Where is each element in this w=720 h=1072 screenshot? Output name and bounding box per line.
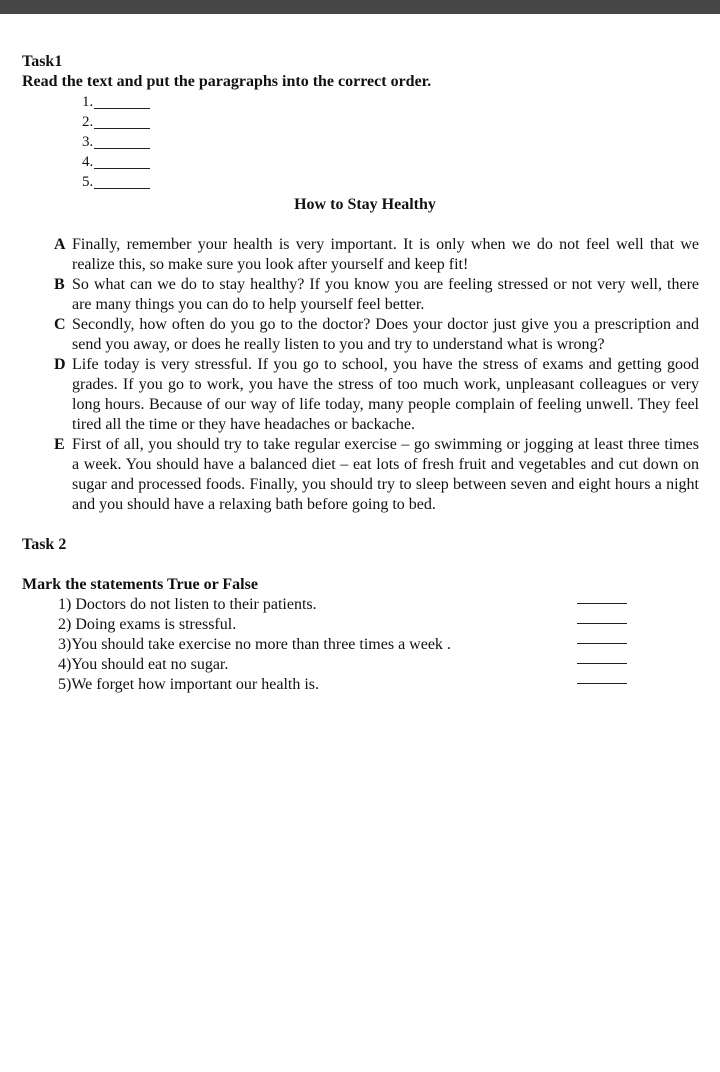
worksheet [22, 52, 702, 695]
answer-blank[interactable] [94, 114, 150, 129]
answer-line-1 [82, 92, 202, 112]
answer-number: 3. [82, 134, 94, 150]
task2-instruction: Mark the statements True or False [22, 576, 258, 593]
paragraph-text: Life today is very stressful. If you go to school, you have the stress of exams and getting good grades. If you go to work, you have the stress of too much work, unpleasant colleagues or very long hours. Because of our way of life today, many people complain of feeling unwell. They feel tired all the time or they have headaches or backache. [72, 356, 699, 433]
true-false-blank[interactable] [577, 643, 627, 644]
task2-title: Task 2 [22, 536, 67, 553]
answer-blank[interactable] [94, 154, 150, 169]
answer-number: 5. [82, 174, 94, 190]
paragraph-text: Finally, remember your health is very important. It is only when we do not feel well that we realize this, so make sure you look after yourself and keep fit! [72, 236, 699, 273]
paragraph-letter: E [54, 436, 65, 453]
paragraph-text: First of all, you should try to take regular exercise – go swimming or jogging at least three times a week. You should have a balanced diet – eat lots of fresh fruit and vegetables and cut down on sugar and processed foods. Finally, you should try to sleep between seven and eight hours a night and you should have a relaxing bath before going to bed. [72, 436, 699, 513]
true-false-blank[interactable] [577, 623, 627, 624]
reading-paragraphs [54, 235, 699, 515]
paragraph-letter: B [54, 276, 65, 293]
answer-line-3 [82, 132, 202, 152]
statement-2 [22, 615, 702, 635]
statement-text: 4)You should eat no sugar. [58, 656, 229, 673]
task1-instruction: Read the text and put the paragraphs into the correct order. [22, 73, 432, 90]
true-false-blank[interactable] [577, 603, 627, 604]
statement-1 [22, 595, 702, 615]
paragraph-letter: A [54, 236, 66, 253]
true-false-blank[interactable] [577, 663, 627, 664]
paragraph-text: Secondly, how often do you go to the doctor? Does your doctor just give you a prescription and send you away, or does he really listen to you and try to understand what is wrong? [72, 316, 699, 353]
answer-line-5 [82, 172, 202, 192]
paragraph-text: So what can we do to stay healthy? If you know you are feeling stressed or not very well, there are many things you can do to help yourself feel better. [72, 276, 699, 313]
paragraph-b [54, 275, 699, 315]
answer-blank[interactable] [94, 174, 150, 189]
paragraph-e [54, 435, 699, 515]
answer-number: 1. [82, 94, 94, 110]
paragraph-letter: C [54, 316, 66, 333]
paragraph-a [54, 235, 699, 275]
order-answer-list [82, 92, 202, 192]
paragraph-d [54, 355, 699, 435]
answer-blank[interactable] [94, 134, 150, 149]
answer-number: 4. [82, 154, 94, 170]
true-false-statements [22, 595, 702, 695]
answer-line-2 [82, 112, 202, 132]
answer-line-4 [82, 152, 202, 172]
statement-text: 2) Doing exams is stressful. [58, 616, 237, 633]
viewer-top-bar [0, 0, 720, 14]
statement-3 [22, 635, 702, 655]
reading-title: How to Stay Healthy [294, 196, 436, 213]
paragraph-letter: D [54, 356, 66, 373]
statement-text: 1) Doctors do not listen to their patients. [58, 596, 317, 613]
statement-5 [22, 675, 702, 695]
answer-blank[interactable] [94, 94, 150, 109]
statement-text: 5)We forget how important our health is. [58, 676, 320, 693]
task1-title: Task1 [22, 53, 63, 70]
statement-4 [22, 655, 702, 675]
paragraph-c [54, 315, 699, 355]
statement-text: 3)You should take exercise no more than three times a week . [58, 636, 451, 653]
answer-number: 2. [82, 114, 94, 130]
true-false-blank[interactable] [577, 683, 627, 684]
